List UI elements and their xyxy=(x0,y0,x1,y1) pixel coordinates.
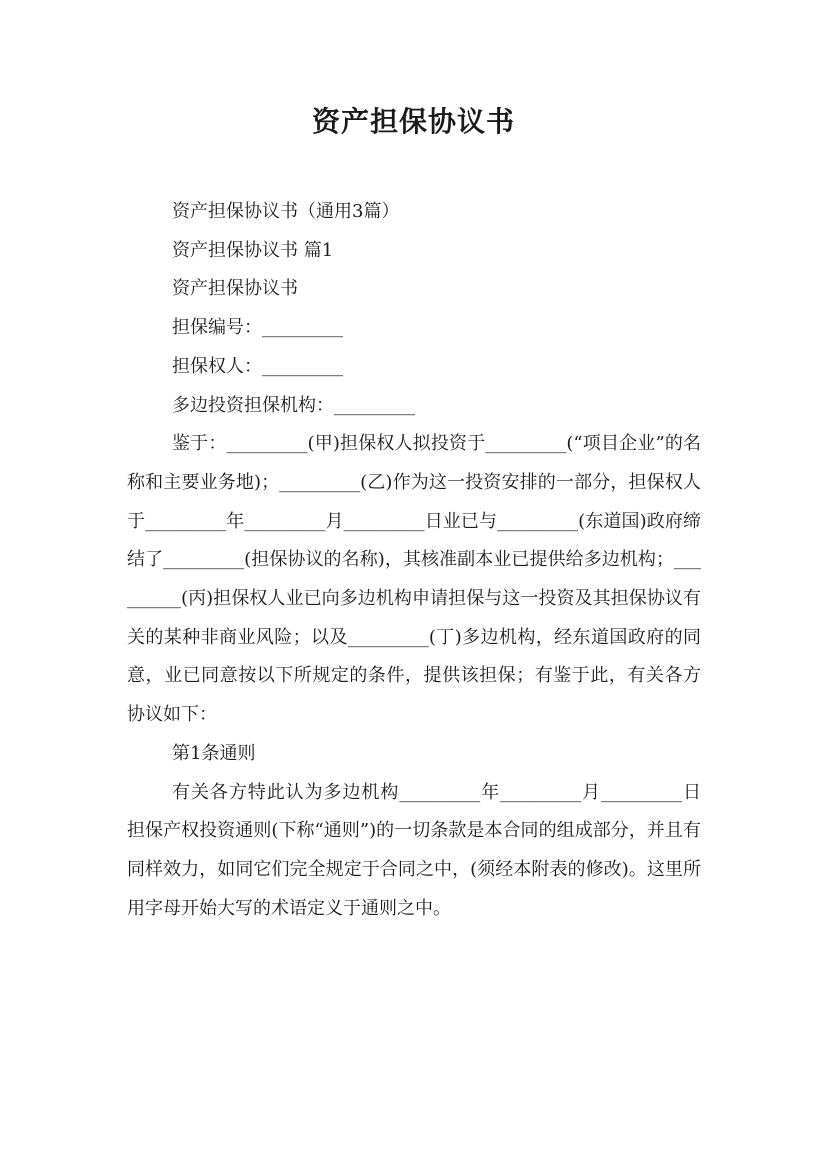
document-body xyxy=(127,193,701,928)
chapter-line: 资产担保协议书 篇1 xyxy=(172,239,334,261)
section-heading: 第1条通则 xyxy=(172,742,256,764)
agreement-name-line: 资产担保协议书 xyxy=(172,278,298,300)
guarantee-number-line: 担保编号：_________ xyxy=(172,317,343,339)
general-rules-paragraph: 有关各方特此认为多边机构_________年_________月_________日担保产权投资通则(下称“通则”)的一切条款是本合同的组成部分，并且有同样效力，如同它们完全规定于合同之中，(须经本附表的修改)。这里所用字母开始大写的术语定义于通则之中。 xyxy=(127,781,701,919)
guarantee-holder-line: 担保权人：_________ xyxy=(172,355,343,377)
miga-line: 多边投资担保机构：_________ xyxy=(172,394,415,416)
recitals-paragraph: 鉴于：_________(甲)担保权人拟投资于_________(“项目企业”的名称和主要业务地)；_________(乙)作为这一投资安排的一部分，担保权人于_________年_________月_________日业已与_________(东道国)政府缔结了_________(担保协议的名称)，其核准副本业已提供给多边机构；_________(丙)担保权人业已向多边机构申请担保与这一投资及其担保协议有关的某种非商业风险；以及_________(丁)多边机构，经东道国政府的同意，业已同意按以下所规定的条件，提供该担保；有鉴于此，有关各方协议如下： xyxy=(127,433,701,726)
document-title: 资产担保协议书 xyxy=(311,105,515,138)
subtitle-line: 资产担保协议书（通用3篇） xyxy=(172,201,400,222)
